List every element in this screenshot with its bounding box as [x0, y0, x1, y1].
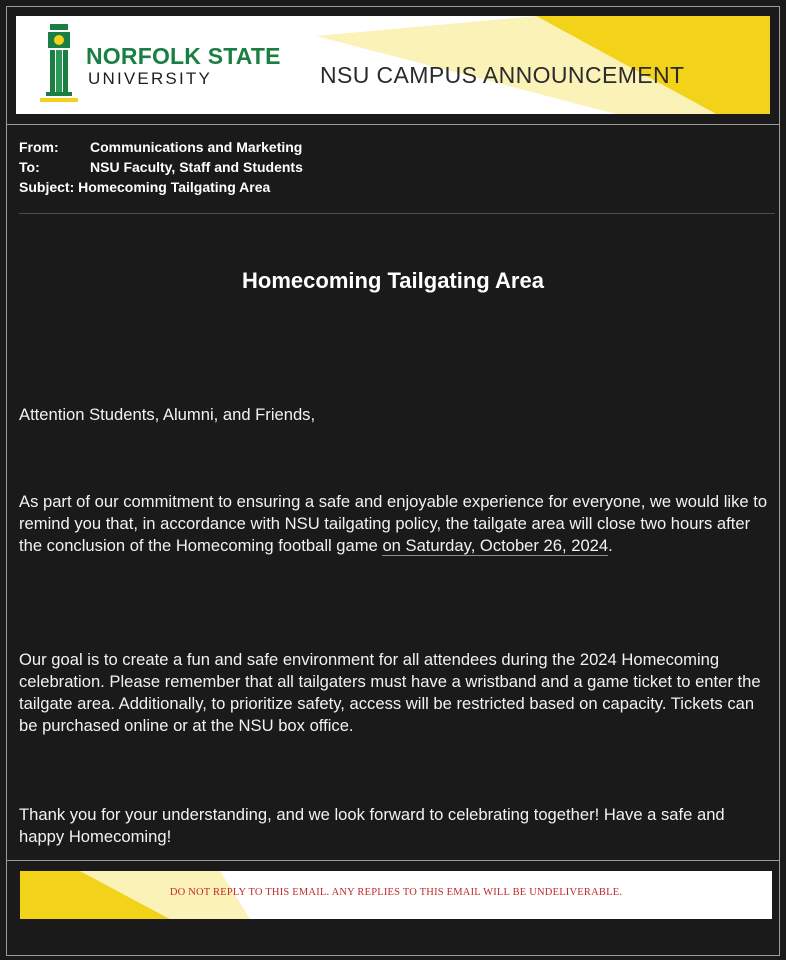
- announcement-title: NSU CAMPUS ANNOUNCEMENT: [320, 62, 685, 88]
- from-label: From:: [19, 139, 59, 155]
- university-subtitle: UNIVERSITY: [88, 69, 213, 88]
- to-value: NSU Faculty, Staff and Students: [90, 159, 303, 175]
- to-label: To:: [19, 159, 40, 175]
- subject-value: Homecoming Tailgating Area: [78, 179, 271, 195]
- date-link[interactable]: on Saturday, October 26, 2024: [382, 536, 609, 555]
- from-value: Communications and Marketing: [90, 139, 303, 155]
- university-name: NORFOLK STATE: [86, 43, 281, 69]
- paragraph-thanks: Thank you for your understanding, and we look forward to celebrating together! Have a safe and happy Homecoming!: [19, 805, 725, 846]
- email-meta: [19, 137, 303, 197]
- paragraph-goal: Our goal is to create a fun and safe environment for all attendees during the 2024 Homecoming celebration. Please remember that all tailgaters must have a wristband and a game ticket to enter the tailgate area. Additionally, to prioritize safety, access will be restricted based on capacity. Tickets can be purchased online or at the NSU box office.: [19, 650, 761, 735]
- paragraph-end: .: [608, 536, 613, 555]
- no-reply-notice: DO NOT REPLY TO THIS EMAIL. ANY REPLIES TO THIS EMAIL WILL BE UNDELIVERABLE.: [169, 887, 623, 898]
- to-row: [19, 157, 303, 177]
- clock-tower-logo-icon: [36, 22, 82, 108]
- paragraph-text: As part of our commitment to ensuring a safe and enjoyable experience for everyone, we would like to remind you that, in accordance with NSU tailgating policy, the tailgate area will close two hours after the conclusion of the Homecoming football game: [19, 492, 768, 555]
- no-reply-banner: [20, 871, 772, 919]
- greeting: Attention Students, Alumni, and Friends,: [19, 405, 316, 424]
- subject-row: [19, 177, 303, 197]
- from-row: [19, 137, 303, 157]
- message-title: Homecoming Tailgating Area: [242, 268, 544, 293]
- announcement-banner: [16, 16, 770, 114]
- subject-label: Subject:: [19, 179, 75, 195]
- header-divider: [6, 124, 780, 125]
- footer-divider: [6, 860, 780, 861]
- meta-divider: [19, 213, 775, 214]
- paragraph-tailgate-closing: [19, 491, 771, 557]
